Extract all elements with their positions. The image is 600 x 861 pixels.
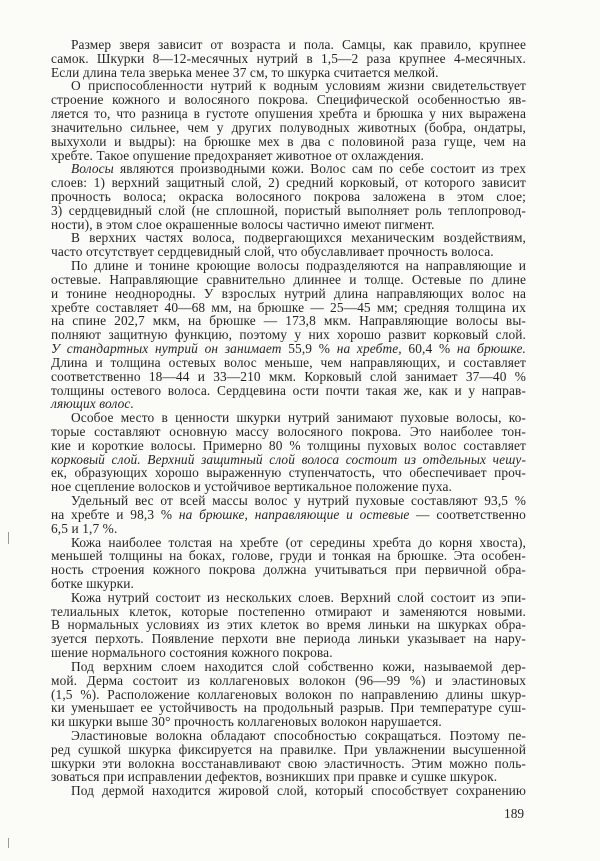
text-line: толщины остевого волоса. Сердцевина ости почти такая же, как и у направ- [51,382,526,398]
italic-text: на хребте, [336,341,402,357]
text-line: остевые. Направляющие сравнительно длиннее и толще. Остевые по длине [51,271,526,287]
italic-text: на брюшке. [456,341,527,357]
text-line: строение кожного и волосяного покрова. Специфической особенностью яв- [51,92,526,108]
italic-text: корковый слой. Верхний защитный слой волоса состоит из отдельных чешу- [51,451,526,467]
text-line: Кожа наиболее толстая на хребте (от середины хребта до корня хвоста), [71,534,526,550]
text-line: хребте составляет 40—68 мм, на брюшке — 25—45 мм; средняя толщина их [51,299,526,315]
text-line: ности), в этом слое окрашенные волосы частично имеют пигмент. [51,216,435,232]
page-number: 189 [504,806,525,821]
text-line [51,342,526,356]
scan-mark [8,838,9,848]
text-line: Особое место в ценности шкурки нутрий занимают пуховые волосы, ко- [71,410,526,426]
text-line: шение нормального состояния кожного покрова. [51,645,333,661]
text-line: ек, образующих хорошо выраженную ступенчатость, что обеспечивает проч- [51,465,526,481]
scan-mark [8,532,9,544]
text-line: выхухоли и выдры): на брюшке мех в два с половиной раза гуще, чем на [51,133,526,149]
text-line: Если длина тела зверька менее 37 см, то шкурка считается мелкой. [51,64,439,80]
text-segment: 60,4 % [401,341,457,357]
text-line: В верхних частях волоса, подвергающихся механическим воздействиям, [71,230,526,246]
text-segment: на хребте и 98,3 % [51,506,179,522]
text-line: мой. Дерма состоит из коллагеновых волокон (96—99 %) и эластиновых [51,672,526,688]
text-line: зоваться при исправлении дефектов, возникших при правке и сушке шкурок. [51,769,498,785]
text-line: Под дермой находится жировой слой, который способствует сохранению [71,783,526,799]
text-line: меньшей толщины на боках, голове, груди и тонкая на брюшке. Эта особен- [51,548,526,564]
text-line: Удельный вес от всей массы волос у нутрий пуховые составляют 93,5 % [71,493,526,509]
text-line: (1,5 %). Расположение коллагеновых волокон по направлению длины шкур- [51,686,526,702]
text-line: Под верхним слоем находится слой собственно кожи, называемой дер- [71,658,526,674]
text-segment: 55,9 % [281,341,337,357]
text-line: прочность волоса; окраска волосяного покрова заложена в этом слое; [51,189,526,205]
text-line: хребте. Такое опушение предохраняет животное от охлаждения. [51,147,424,163]
text-line: По длине и тонине кроющие волосы подразделяются на направляющие и [71,258,526,274]
text-segment: являются производными кожи. Волос сам по себе состоит из трех [113,161,526,177]
text-line: ки уменьшает ее устойчивость на продольный разрыв. При температуре суш- [51,700,526,716]
text-line: Размер зверя зависит от возраста и пола. Самцы, как правило, крупнее [71,37,526,52]
text-line: Кожа нутрий состоит из нескольких слоев. Верхний слой состоит из эпи- [71,589,526,605]
text-line: на спине 202,7 мкм, на брюшке — 173,8 мкм. Направляющие волосы вы- [51,313,526,329]
text-line: часто отсутствует сердцевидный слой, что обуславливает прочность волоса. [51,244,494,260]
text-line: слоев: 1) верхний защитный слой, 2) средний корковый, от которого зависит [51,175,526,191]
text-line: ность строения кожного покрова должна учитываться при первичной обра- [51,562,526,578]
text-line: Длина и толщина остевых волос меньше, чем направляющих, и составляет [51,354,526,370]
text-line: зуется перхоть. Появление перхоти вне периода линьки указывает на нару- [51,631,526,647]
text-segment: — соответственно [409,506,526,522]
text-line: кие и короткие волосы. Примерно 80 % толщины пуховых волос составляет [51,437,526,453]
text-line: самок. Шкурки 8—12-месячных нутрий в 1,5—2 раза крупнее 4-месячных. [51,50,526,66]
italic-text: на брюшке, направляющие и остевые [178,506,410,522]
text-line: ное сцепление волосков и устойчивое вертикальное положение пуха. [51,479,452,495]
text-line: О приспособленности нутрий к водным условиям жизни свидетельствует [71,78,526,94]
text-line: 3) сердцевидный слой (не сплошной, пористый выполняет роль теплопровод- [51,202,526,218]
text-line: соответственно 18—44 и 33—210 мкм. Корковый слой занимает 37—40 % [51,368,526,384]
text-line: шкурки эти волокна восстанавливают свою эластичность. Этим можно поль- [51,755,526,771]
italic-text: Волосы [71,161,114,177]
text-line: ред сушкой шкурка фиксируется на правилке. При увлажнении высушенной [51,741,526,757]
text-line: 6,5 и 1,7 %. [51,520,118,536]
text-line: Эластиновые волокна обладают способностью сокращаться. Поэтому пе- [71,728,526,743]
text-line [51,508,526,522]
text-line: телиальных клеток, которые постепенно отмирают и заменяются новыми. [51,603,526,619]
text-line: В нормальных условиях из этих клеток во время линьки на шкурках обра- [51,617,526,633]
text-line: полняют защитную функцию, поэтому у них хорошо развит корковый слой. [51,327,526,343]
italic-text: ляющих волос. [51,396,134,412]
text-line: значительно сильнее, чем у других полуводных животных (бобра, ондатры, [51,119,526,135]
text-line: торые составляют основную массу волосяного покрова. Это наиболее тон- [51,423,526,439]
text-line: ботке шкурки. [51,575,134,591]
italic-text: У стандартных нутрий он занимает [51,341,282,357]
text-line: и тонине неоднородны. У взрослых нутрий длина направляющих волос на [51,285,526,301]
text-line: ляется то, что разница в густоте опушения хребта и брюшка у них выражена [51,106,526,122]
text-line: ки шкурки выше 30° прочность коллагеновых волокон нарушается. [51,714,442,730]
